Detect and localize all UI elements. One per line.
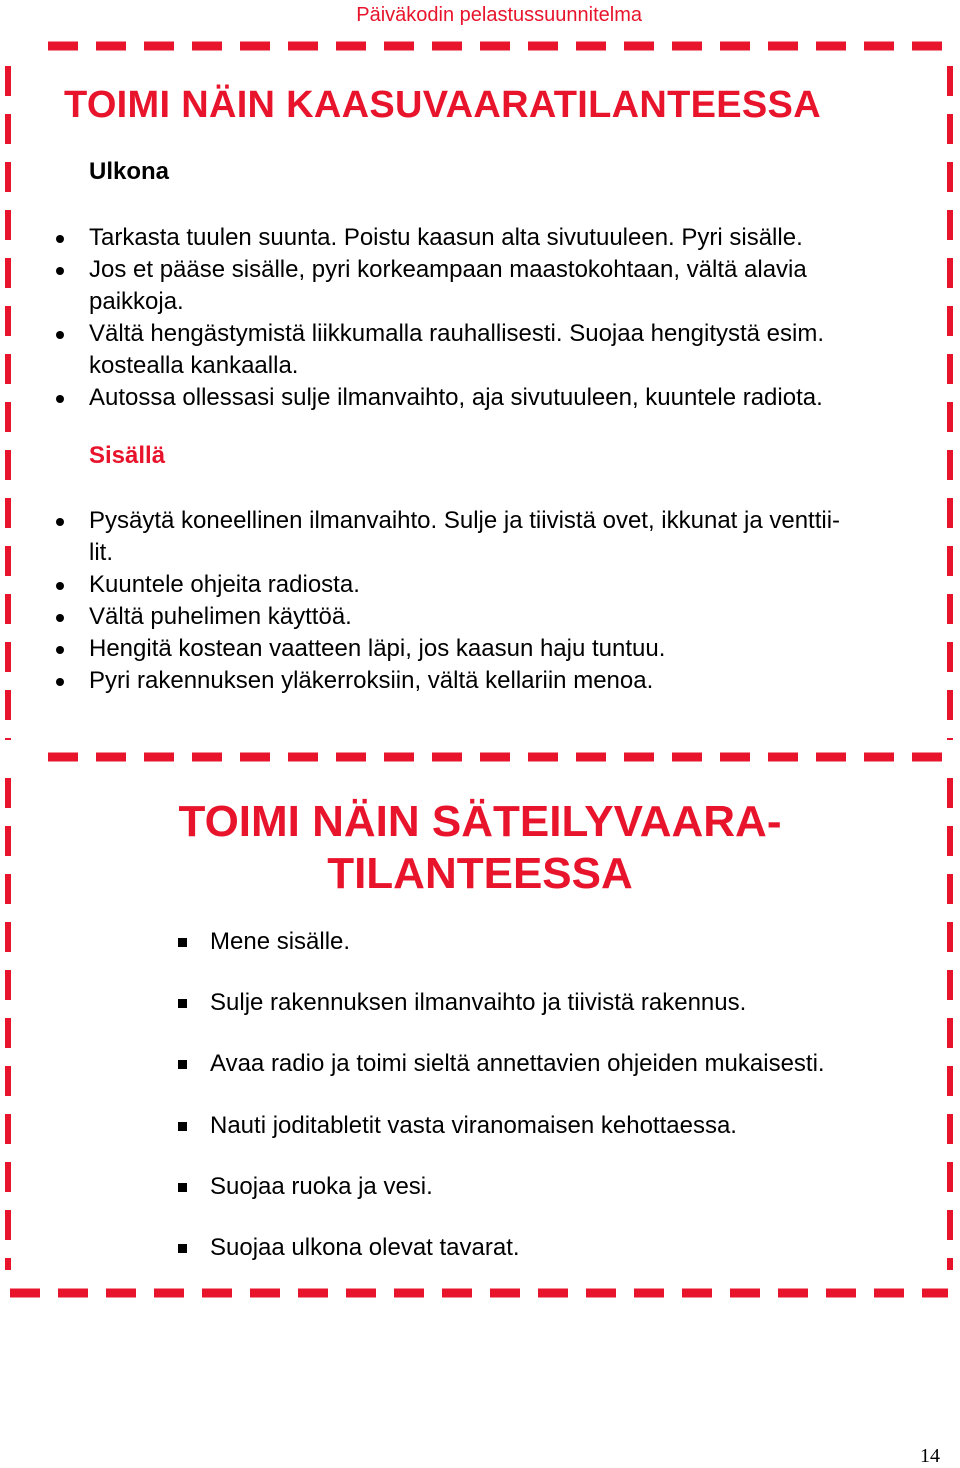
list-item xyxy=(53,318,824,382)
square-bullet-icon xyxy=(178,999,187,1008)
square-bullet-icon xyxy=(178,1183,187,1192)
list-item xyxy=(177,1171,825,1232)
list-item-text: Suojaa ulkona olevat tavarat. xyxy=(210,1233,520,1261)
list-item-text: Suojaa ruoka ja vesi. xyxy=(210,1172,433,1200)
list-item xyxy=(53,222,824,254)
list-item xyxy=(177,1232,825,1293)
list-item-text: Nauti joditabletit vasta viranomaisen kehottaessa. xyxy=(210,1111,737,1139)
list-item xyxy=(53,569,840,601)
list-item-text-line: Jos et pääse sisälle, pyri korkeampaan maastokohtaan, vältä alavia xyxy=(89,256,807,283)
list-item-text: Mene sisälle. xyxy=(210,928,351,955)
list-item xyxy=(53,633,840,665)
list-item xyxy=(53,382,824,414)
gas-section-title: TOIMI NÄIN KAASUVAARATILANTEESSA xyxy=(64,84,821,126)
bullet-dot-icon xyxy=(56,267,64,275)
outdoors-instruction-list xyxy=(53,222,824,414)
list-item-text-line: Vältä puhelimen käyttöä. xyxy=(89,603,352,630)
list-item-text-line: lit. xyxy=(89,539,113,566)
list-item-text-line: Tarkasta tuulen suunta. Poistu kaasun alta sivutuuleen. Pyri sisälle. xyxy=(89,224,803,251)
radiation-section-title xyxy=(0,796,960,900)
square-bullet-icon xyxy=(178,1122,187,1131)
list-item-text-line: Vältä hengästymistä liikkumalla rauhallisesti. Suojaa hengitystä esim. xyxy=(89,320,825,347)
list-item-text: Sulje rakennuksen ilmanvaihto ja tiivistä rakennus. xyxy=(210,989,747,1017)
bullet-dot-icon xyxy=(56,235,64,243)
indoors-instruction-list xyxy=(53,505,840,697)
list-item-text-line: Autossa ollessasi sulje ilmanvaihto, aja sivutuuleen, kuuntele radiota. xyxy=(89,384,823,411)
bullet-dot-icon xyxy=(56,518,64,526)
list-item xyxy=(177,987,825,1048)
bullet-dot-icon xyxy=(56,678,64,686)
list-item xyxy=(177,1048,825,1109)
list-item-text-line: Pysäytä koneellinen ilmanvaihto. Sulje ja tiivistä ovet, ikkunat ja venttii- xyxy=(89,507,841,534)
list-item xyxy=(177,926,825,987)
list-item-text-line: Hengitä kostean vaatteen läpi, jos kaasun haju tuntuu. xyxy=(89,635,666,662)
radiation-title-line-2: TILANTEESSA xyxy=(327,849,633,898)
square-bullet-icon xyxy=(178,938,187,947)
list-item xyxy=(53,601,840,633)
outdoors-heading: Ulkona xyxy=(89,158,170,185)
list-item xyxy=(177,1110,825,1171)
bullet-dot-icon xyxy=(56,614,64,622)
list-item-text-line: Kuuntele ohjeita radiosta. xyxy=(89,571,360,598)
page-number: 14 xyxy=(920,1445,940,1467)
radiation-instruction-list xyxy=(177,926,825,1293)
bullet-dot-icon xyxy=(56,646,64,654)
square-bullet-icon xyxy=(178,1060,187,1069)
bullet-dot-icon xyxy=(56,395,64,403)
bullet-dot-icon xyxy=(56,582,64,590)
list-item xyxy=(53,665,840,697)
indoors-heading: Sisällä xyxy=(89,442,166,469)
list-item-text-line: paikkoja. xyxy=(89,288,184,315)
list-item xyxy=(53,505,840,569)
list-item-text-line: kostealla kankaalla. xyxy=(89,352,299,379)
list-item xyxy=(53,254,824,318)
square-bullet-icon xyxy=(178,1244,187,1253)
document-running-header: Päiväkodin pelastussuunnitelma xyxy=(356,4,642,26)
list-item-text-line: Pyri rakennuksen yläkerroksiin, vältä kellariin menoa. xyxy=(89,667,654,694)
list-item-text: Avaa radio ja toimi sieltä annettavien ohjeiden mukaisesti. xyxy=(210,1050,825,1078)
radiation-title-line-1: TOIMI NÄIN SÄTEILYVAARA- xyxy=(178,797,782,846)
bullet-dot-icon xyxy=(56,331,64,339)
